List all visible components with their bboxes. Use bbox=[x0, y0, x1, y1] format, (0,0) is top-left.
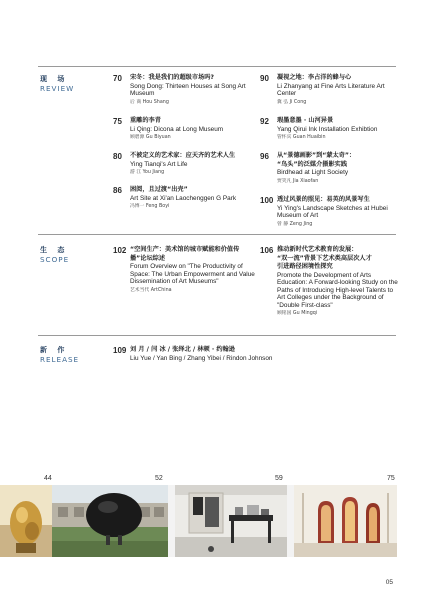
section-scope bbox=[40, 246, 69, 265]
entry-author: 冯博一 Feng Boyi bbox=[130, 204, 170, 210]
entry-title-en: Yang Qirui Ink Installation Exhibtion bbox=[277, 125, 378, 133]
entry-title-cn: 推动新时代艺术教育的发展： bbox=[277, 246, 358, 253]
gallery-installation-image bbox=[175, 485, 287, 557]
photo-page-number-3: 59 bbox=[275, 475, 283, 482]
entry-author: 曾 静 Zeng Jing bbox=[277, 221, 313, 227]
entry-page-number: 106 bbox=[260, 246, 274, 255]
arched-gallery-image bbox=[294, 485, 397, 557]
section-release bbox=[40, 346, 79, 365]
entry-title-en: Art Site at Xi'an Laochenggen G Park bbox=[130, 194, 237, 202]
entry-title-cn: “空间生产：美术馆的城市赋能和价值传 bbox=[130, 246, 240, 253]
section-review-en: REVIEW bbox=[40, 84, 75, 93]
entry-title-en: Promote the Development of Arts Education: A Forward-looking Study on the Paths of Introducing High-level Talents to Art Colleges under the Background of "Double First-class" bbox=[277, 271, 398, 309]
entry-title-en: Liu Yue / Yan Bing / Zhang Yibei / Rindon Johnson bbox=[130, 354, 273, 362]
entry-title-cn: 刘 月 / 闫 冰 / 张绎北 / 林顿 · 约翰逊 bbox=[130, 346, 235, 353]
entry-page-number: 100 bbox=[260, 196, 274, 205]
section-review-cn: 现 场 bbox=[40, 75, 69, 83]
divider-top bbox=[38, 66, 396, 67]
entry-title-cn-line2: “双一流”背景下艺术类高层次人才 bbox=[277, 254, 372, 262]
entry-page-number: 75 bbox=[113, 117, 122, 126]
entry-title-cn: 重雕的李青 bbox=[130, 117, 161, 124]
entry-title-cn: 困阅，且过渡“出壳” bbox=[130, 186, 188, 193]
entry-page-number: 96 bbox=[260, 152, 269, 161]
entry-title-cn: 透过风景的照见：易英的风景写生 bbox=[277, 196, 370, 203]
section-scope-cn: 生 态 bbox=[40, 246, 69, 254]
entry-title-en: Birdhead at Light Society bbox=[277, 169, 349, 176]
entry-author: 顾碧源 Gu Biyuan bbox=[130, 135, 171, 141]
photo-page-number-4: 75 bbox=[387, 475, 395, 482]
photo-gallery-installation[interactable] bbox=[175, 485, 287, 557]
entry-title-en: Song Dong: Thirteen Houses at Song Art Museum bbox=[130, 82, 246, 98]
entry-page-number: 102 bbox=[113, 246, 127, 255]
entry-title-en: Li Qing: Dicona at Long Museum bbox=[130, 125, 224, 133]
divider-scope-release bbox=[38, 335, 396, 336]
photo-page-number-2: 52 bbox=[155, 475, 163, 482]
divider-review-scope bbox=[38, 234, 396, 235]
photo-strip-edge bbox=[397, 485, 427, 557]
entry-title-cn: 不被定义的艺术家：应天齐的艺术人生 bbox=[130, 152, 236, 159]
entry-title-en: Yi Ying's Landscape Sketches at Hubei Museum of Art bbox=[277, 204, 388, 220]
entry-author: 贾笑凡 Jia Xiaofan bbox=[277, 178, 319, 184]
entry-author: 后 商 Hou Shang bbox=[130, 99, 169, 105]
page-number: 05 bbox=[385, 579, 393, 586]
photo-golden-sculpture[interactable] bbox=[0, 485, 52, 557]
entry-title-en: Ying Tianqi's Art Life bbox=[130, 160, 188, 168]
entry-title-en: Li Zhanyang at Fine Arts Literature Art Center bbox=[277, 82, 385, 98]
section-release-cn: 新 作 bbox=[40, 346, 69, 354]
entry-page-number: 109 bbox=[113, 346, 127, 355]
entry-title-cn: 从“景德画影”到“蒙太奇”： bbox=[277, 152, 356, 159]
entry-page-number: 80 bbox=[113, 152, 122, 161]
entry-title-cn-line2: “鸟头”的泛媒介摄影实践 bbox=[277, 160, 348, 168]
entry-author: 艺术当代 ArtChina bbox=[130, 287, 172, 293]
entry-title-cn: 宋冬：我是我们的超级市场吗? bbox=[130, 74, 215, 81]
entry-page-number: 90 bbox=[260, 74, 269, 83]
entry-page-number: 92 bbox=[260, 117, 269, 126]
photo-strip bbox=[0, 485, 427, 557]
entry-author: 顾铭国 Gu Mingqi bbox=[277, 311, 318, 317]
entry-title-cn: 凝视之地：李占洋的蜂与心 bbox=[277, 74, 352, 81]
section-review bbox=[40, 75, 74, 94]
entry-title-cn-line2: 播”论坛综述 bbox=[130, 254, 166, 262]
section-scope-en: SCOPE bbox=[40, 255, 70, 264]
entry-title-cn-line3: 引进路径困境性探究 bbox=[277, 263, 333, 270]
golden-sculpture-image bbox=[0, 485, 52, 557]
section-release-en: RELEASE bbox=[40, 355, 80, 364]
entry-title-en: Forum Overview on "The Productivity of Space: The Urban Empowerment and Value Dissemination of Art Museums" bbox=[130, 263, 255, 286]
entry-author: 游 江 You Jiang bbox=[130, 170, 165, 176]
entry-author: 管怀宾 Guan Huaibin bbox=[277, 135, 326, 141]
entry-author: 冀 弘 Ji Cong bbox=[277, 99, 307, 105]
entry-page-number: 70 bbox=[113, 74, 122, 83]
photo-black-pod-landscape[interactable] bbox=[52, 485, 168, 557]
photo-page-number-1: 44 bbox=[44, 475, 52, 482]
photo-arched-gallery[interactable] bbox=[294, 485, 397, 557]
entry-page-number: 86 bbox=[113, 186, 122, 195]
entry-title-cn: 瑕墨意墨 · 山河异景 bbox=[277, 117, 334, 124]
black-pod-image bbox=[52, 485, 168, 557]
